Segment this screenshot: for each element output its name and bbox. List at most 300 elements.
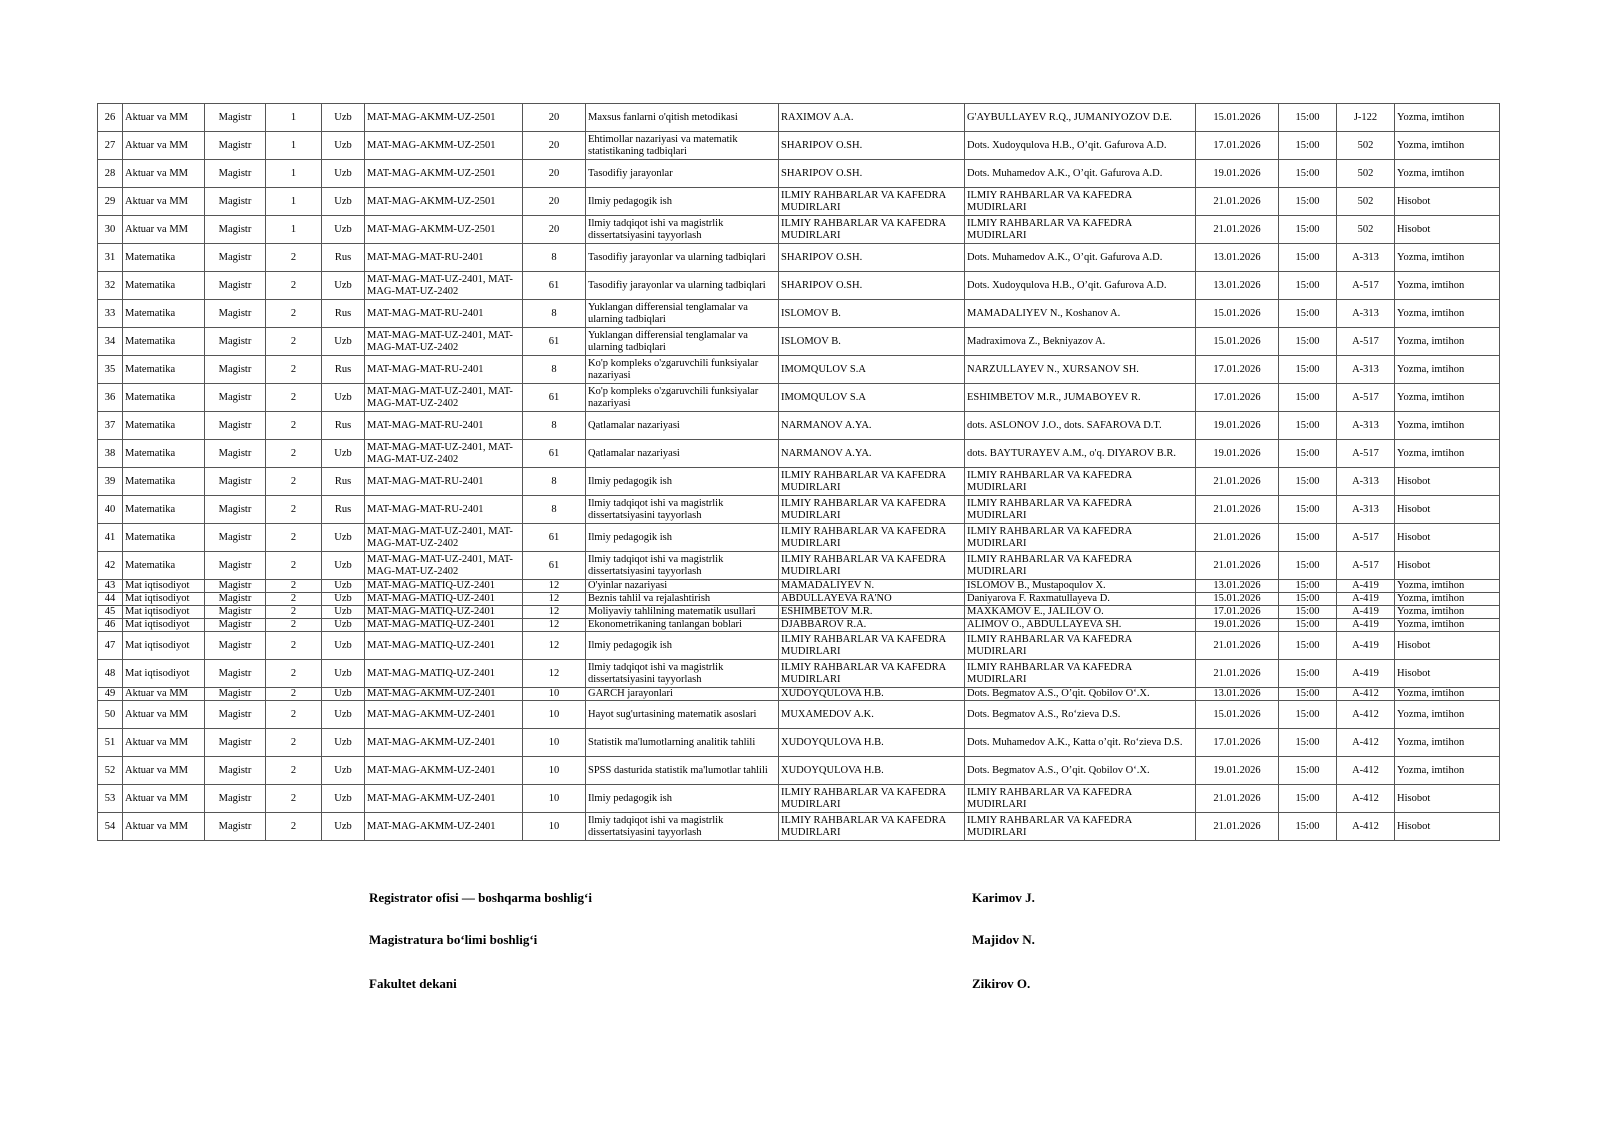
exam-type-cell: Yozma, imtihon [1395, 729, 1500, 757]
table-row [98, 660, 1500, 688]
level-cell: Magistr [205, 729, 266, 757]
table-row [98, 384, 1500, 412]
direction-cell: Aktuar va MM [123, 160, 205, 188]
student-count-cell: 10 [523, 688, 586, 701]
teacher-cell: DJABBAROV R.A. [779, 619, 965, 632]
date-cell: 13.01.2026 [1196, 688, 1279, 701]
level-cell: Magistr [205, 701, 266, 729]
time-cell: 15:00 [1279, 785, 1337, 813]
time-cell: 15:00 [1279, 757, 1337, 785]
date-cell: 15.01.2026 [1196, 593, 1279, 606]
teacher-cell: XUDOYQULOVA H.B. [779, 729, 965, 757]
table-row [98, 593, 1500, 606]
teacher-cell: ISLOMOV B. [779, 328, 965, 356]
course-cell: 2 [266, 729, 322, 757]
room-cell: A-517 [1337, 552, 1395, 580]
teacher-cell: ILMIY RAHBARLAR VA KAFEDRA MUDIRLARI [779, 660, 965, 688]
teacher-cell: XUDOYQULOVA H.B. [779, 757, 965, 785]
course-cell: 1 [266, 188, 322, 216]
language-cell: Uzb [322, 688, 365, 701]
exam-type-cell: Yozma, imtihon [1395, 300, 1500, 328]
group-cell: MAT-MAG-AKMM-UZ-2401 [365, 785, 523, 813]
course-cell: 2 [266, 440, 322, 468]
date-cell: 17.01.2026 [1196, 384, 1279, 412]
time-cell: 15:00 [1279, 272, 1337, 300]
date-cell: 21.01.2026 [1196, 216, 1279, 244]
level-cell: Magistr [205, 104, 266, 132]
room-cell: A-313 [1337, 412, 1395, 440]
examiners-cell: MAXKAMOV E., JALILOV O. [965, 606, 1196, 619]
group-cell: MAT-MAG-AKMM-UZ-2501 [365, 216, 523, 244]
table-row [98, 328, 1500, 356]
table-row [98, 632, 1500, 660]
examiners-cell: ILMIY RAHBARLAR VA KAFEDRA MUDIRLARI [965, 216, 1196, 244]
group-cell: MAT-MAG-MAT-RU-2401 [365, 300, 523, 328]
exam-type-cell: Yozma, imtihon [1395, 440, 1500, 468]
examiners-cell: G'AYBULLAYEV R.Q., JUMANIYOZOV D.E. [965, 104, 1196, 132]
student-count-cell: 12 [523, 660, 586, 688]
examiners-cell: Dots. Xudoyqulova H.B., O’qit. Gafurova A.D. [965, 272, 1196, 300]
date-cell: 21.01.2026 [1196, 468, 1279, 496]
language-cell: Rus [322, 356, 365, 384]
room-cell: A-412 [1337, 688, 1395, 701]
teacher-cell: ILMIY RAHBARLAR VA KAFEDRA MUDIRLARI [779, 188, 965, 216]
course-cell: 2 [266, 496, 322, 524]
teacher-cell: XUDOYQULOVA H.B. [779, 688, 965, 701]
examiners-cell: NARZULLAYEV N., XURSANOV SH. [965, 356, 1196, 384]
subject-cell: Ilmiy pedagogik ish [586, 632, 779, 660]
date-cell: 17.01.2026 [1196, 356, 1279, 384]
language-cell: Uzb [322, 188, 365, 216]
group-cell: MAT-MAG-MAT-RU-2401 [365, 412, 523, 440]
row-number: 32 [98, 272, 123, 300]
student-count-cell: 12 [523, 606, 586, 619]
language-cell: Uzb [322, 132, 365, 160]
examiners-cell: Dots. Begmatov A.S., Ro‘zieva D.S. [965, 701, 1196, 729]
exam-type-cell: Yozma, imtihon [1395, 272, 1500, 300]
direction-cell: Matematika [123, 300, 205, 328]
language-cell: Rus [322, 300, 365, 328]
direction-cell: Aktuar va MM [123, 188, 205, 216]
time-cell: 15:00 [1279, 688, 1337, 701]
examiners-cell: ILMIY RAHBARLAR VA KAFEDRA MUDIRLARI [965, 813, 1196, 841]
student-count-cell: 8 [523, 412, 586, 440]
group-cell: MAT-MAG-AKMM-UZ-2401 [365, 757, 523, 785]
course-cell: 2 [266, 593, 322, 606]
table-row [98, 524, 1500, 552]
room-cell: A-419 [1337, 606, 1395, 619]
level-cell: Magistr [205, 272, 266, 300]
direction-cell: Aktuar va MM [123, 729, 205, 757]
room-cell: A-412 [1337, 701, 1395, 729]
date-cell: 21.01.2026 [1196, 524, 1279, 552]
group-cell: MAT-MAG-AKMM-UZ-2401 [365, 688, 523, 701]
examiners-cell: ALIMOV O., ABDULLAYEVA SH. [965, 619, 1196, 632]
teacher-cell: RAXIMOV A.A. [779, 104, 965, 132]
direction-cell: Matematika [123, 440, 205, 468]
date-cell: 17.01.2026 [1196, 606, 1279, 619]
table-row [98, 580, 1500, 593]
teacher-cell: NARMANOV A.YA. [779, 440, 965, 468]
exam-type-cell: Yozma, imtihon [1395, 328, 1500, 356]
group-cell: MAT-MAG-MATIQ-UZ-2401 [365, 606, 523, 619]
examiners-cell: Madraximova Z., Bekniyazov A. [965, 328, 1196, 356]
teacher-cell: IMOMQULOV S.A [779, 384, 965, 412]
signature-name-3: Zikirov O. [972, 976, 1031, 991]
level-cell: Magistr [205, 244, 266, 272]
examiners-cell: dots. BAYTURAYEV A.M., o'q. DIYAROV B.R. [965, 440, 1196, 468]
examiners-cell: ILMIY RAHBARLAR VA KAFEDRA MUDIRLARI [965, 632, 1196, 660]
language-cell: Uzb [322, 524, 365, 552]
student-count-cell: 12 [523, 593, 586, 606]
examiners-cell: ILMIY RAHBARLAR VA KAFEDRA MUDIRLARI [965, 524, 1196, 552]
exam-type-cell: Yozma, imtihon [1395, 160, 1500, 188]
examiners-cell: Dots. Begmatov A.S., O’qit. Qobilov O‘.X. [965, 688, 1196, 701]
row-number: 42 [98, 552, 123, 580]
signature-role-3: Fakultet dekani [369, 976, 457, 991]
language-cell: Uzb [322, 272, 365, 300]
exam-type-cell: Yozma, imtihon [1395, 593, 1500, 606]
room-cell: A-313 [1337, 468, 1395, 496]
subject-cell: Maxsus fanlarni o'qitish metodikasi [586, 104, 779, 132]
course-cell: 2 [266, 785, 322, 813]
level-cell: Magistr [205, 412, 266, 440]
student-count-cell: 12 [523, 580, 586, 593]
date-cell: 17.01.2026 [1196, 132, 1279, 160]
direction-cell: Aktuar va MM [123, 785, 205, 813]
student-count-cell: 20 [523, 104, 586, 132]
subject-cell: Ilmiy pedagogik ish [586, 188, 779, 216]
student-count-cell: 20 [523, 216, 586, 244]
examiners-cell: Dots. Muhamedov A.K., O’qit. Gafurova A.D. [965, 160, 1196, 188]
table-row [98, 688, 1500, 701]
language-cell: Uzb [322, 701, 365, 729]
language-cell: Uzb [322, 160, 365, 188]
language-cell: Uzb [322, 580, 365, 593]
exam-type-cell: Hisobot [1395, 660, 1500, 688]
level-cell: Magistr [205, 580, 266, 593]
exam-type-cell: Hisobot [1395, 632, 1500, 660]
subject-cell: Qatlamalar nazariyasi [586, 440, 779, 468]
language-cell: Rus [322, 468, 365, 496]
exam-type-cell: Yozma, imtihon [1395, 606, 1500, 619]
direction-cell: Aktuar va MM [123, 701, 205, 729]
subject-cell: Ko'p kompleks o'zgaruvchili funksiyalar nazariyasi [586, 384, 779, 412]
date-cell: 21.01.2026 [1196, 632, 1279, 660]
row-number: 40 [98, 496, 123, 524]
room-cell: A-313 [1337, 496, 1395, 524]
row-number: 43 [98, 580, 123, 593]
row-number: 37 [98, 412, 123, 440]
group-cell: MAT-MAG-AKMM-UZ-2401 [365, 701, 523, 729]
teacher-cell: ILMIY RAHBARLAR VA KAFEDRA MUDIRLARI [779, 496, 965, 524]
language-cell: Rus [322, 496, 365, 524]
exam-type-cell: Hisobot [1395, 524, 1500, 552]
level-cell: Magistr [205, 300, 266, 328]
subject-cell: Ilmiy tadqiqot ishi va magistrlik dissertatsiyasini tayyorlash [586, 552, 779, 580]
level-cell: Magistr [205, 632, 266, 660]
table-row [98, 300, 1500, 328]
direction-cell: Matematika [123, 524, 205, 552]
course-cell: 2 [266, 272, 322, 300]
language-cell: Uzb [322, 552, 365, 580]
course-cell: 2 [266, 757, 322, 785]
examiners-cell: ILMIY RAHBARLAR VA KAFEDRA MUDIRLARI [965, 496, 1196, 524]
exam-type-cell: Yozma, imtihon [1395, 412, 1500, 440]
group-cell: MAT-MAG-MAT-RU-2401 [365, 244, 523, 272]
teacher-cell: ILMIY RAHBARLAR VA KAFEDRA MUDIRLARI [779, 632, 965, 660]
table-row [98, 468, 1500, 496]
row-number: 52 [98, 757, 123, 785]
course-cell: 2 [266, 552, 322, 580]
teacher-cell: SHARIPOV O.SH. [779, 160, 965, 188]
table-row [98, 496, 1500, 524]
direction-cell: Mat iqtisodiyot [123, 606, 205, 619]
date-cell: 13.01.2026 [1196, 244, 1279, 272]
room-cell: A-419 [1337, 619, 1395, 632]
room-cell: A-412 [1337, 813, 1395, 841]
language-cell: Uzb [322, 757, 365, 785]
course-cell: 2 [266, 412, 322, 440]
time-cell: 15:00 [1279, 328, 1337, 356]
subject-cell: Ko'p kompleks o'zgaruvchili funksiyalar nazariyasi [586, 356, 779, 384]
row-number: 28 [98, 160, 123, 188]
student-count-cell: 8 [523, 496, 586, 524]
language-cell: Uzb [322, 729, 365, 757]
student-count-cell: 10 [523, 813, 586, 841]
table-row [98, 619, 1500, 632]
student-count-cell: 61 [523, 384, 586, 412]
student-count-cell: 8 [523, 300, 586, 328]
signature-name-2: Majidov N. [972, 932, 1035, 947]
student-count-cell: 12 [523, 632, 586, 660]
row-number: 34 [98, 328, 123, 356]
language-cell: Uzb [322, 104, 365, 132]
level-cell: Magistr [205, 606, 266, 619]
date-cell: 19.01.2026 [1196, 160, 1279, 188]
teacher-cell: ILMIY RAHBARLAR VA KAFEDRA MUDIRLARI [779, 813, 965, 841]
examiners-cell: ISLOMOV B., Mustapoqulov X. [965, 580, 1196, 593]
room-cell: 502 [1337, 216, 1395, 244]
examiners-cell: dots. ASLONOV J.O., dots. SAFAROVA D.T. [965, 412, 1196, 440]
subject-cell: Ilmiy tadqiqot ishi va magistrlik dissertatsiyasini tayyorlash [586, 813, 779, 841]
direction-cell: Aktuar va MM [123, 132, 205, 160]
student-count-cell: 20 [523, 188, 586, 216]
student-count-cell: 61 [523, 552, 586, 580]
room-cell: A-313 [1337, 356, 1395, 384]
row-number: 26 [98, 104, 123, 132]
level-cell: Magistr [205, 552, 266, 580]
group-cell: MAT-MAG-AKMM-UZ-2501 [365, 160, 523, 188]
row-number: 50 [98, 701, 123, 729]
examiners-cell: Dots. Muhamedov A.K., Katta o’qit. Ro‘zieva D.S. [965, 729, 1196, 757]
group-cell: MAT-MAG-AKMM-UZ-2501 [365, 132, 523, 160]
group-cell: MAT-MAG-AKMM-UZ-2501 [365, 188, 523, 216]
date-cell: 19.01.2026 [1196, 619, 1279, 632]
time-cell: 15:00 [1279, 356, 1337, 384]
group-cell: MAT-MAG-MATIQ-UZ-2401 [365, 593, 523, 606]
room-cell: 502 [1337, 132, 1395, 160]
group-cell: MAT-MAG-AKMM-UZ-2501 [365, 104, 523, 132]
exam-type-cell: Yozma, imtihon [1395, 384, 1500, 412]
level-cell: Magistr [205, 593, 266, 606]
table-row [98, 132, 1500, 160]
row-number: 45 [98, 606, 123, 619]
level-cell: Magistr [205, 785, 266, 813]
direction-cell: Matematika [123, 552, 205, 580]
table-row [98, 412, 1500, 440]
group-cell: MAT-MAG-MAT-RU-2401 [365, 496, 523, 524]
table-row [98, 244, 1500, 272]
teacher-cell: ABDULLAYEVA RA'NO [779, 593, 965, 606]
direction-cell: Matematika [123, 272, 205, 300]
examiners-cell: MAMADALIYEV N., Koshanov A. [965, 300, 1196, 328]
exam-type-cell: Hisobot [1395, 785, 1500, 813]
time-cell: 15:00 [1279, 660, 1337, 688]
level-cell: Magistr [205, 384, 266, 412]
table-row [98, 104, 1500, 132]
row-number: 35 [98, 356, 123, 384]
examiners-cell: ILMIY RAHBARLAR VA KAFEDRA MUDIRLARI [965, 188, 1196, 216]
teacher-cell: MAMADALIYEV N. [779, 580, 965, 593]
row-number: 30 [98, 216, 123, 244]
date-cell: 21.01.2026 [1196, 660, 1279, 688]
subject-cell: SPSS dasturida statistik ma'lumotlar tahlili [586, 757, 779, 785]
room-cell: 502 [1337, 188, 1395, 216]
room-cell: J-122 [1337, 104, 1395, 132]
student-count-cell: 8 [523, 356, 586, 384]
table-row [98, 188, 1500, 216]
direction-cell: Mat iqtisodiyot [123, 619, 205, 632]
teacher-cell: SHARIPOV O.SH. [779, 272, 965, 300]
examiners-cell: ILMIY RAHBARLAR VA KAFEDRA MUDIRLARI [965, 785, 1196, 813]
date-cell: 17.01.2026 [1196, 729, 1279, 757]
group-cell: MAT-MAG-MAT-UZ-2401, MAT-MAG-MAT-UZ-2402 [365, 384, 523, 412]
teacher-cell: ILMIY RAHBARLAR VA KAFEDRA MUDIRLARI [779, 552, 965, 580]
teacher-cell: MUXAMEDOV A.K. [779, 701, 965, 729]
date-cell: 15.01.2026 [1196, 300, 1279, 328]
course-cell: 2 [266, 384, 322, 412]
subject-cell: Ehtimollar nazariyasi va matematik statistikaning tadbiqlari [586, 132, 779, 160]
group-cell: MAT-MAG-MAT-UZ-2401, MAT-MAG-MAT-UZ-2402 [365, 552, 523, 580]
subject-cell: Qatlamalar nazariyasi [586, 412, 779, 440]
room-cell: A-313 [1337, 300, 1395, 328]
time-cell: 15:00 [1279, 632, 1337, 660]
direction-cell: Matematika [123, 244, 205, 272]
language-cell: Uzb [322, 216, 365, 244]
exam-type-cell: Hisobot [1395, 552, 1500, 580]
subject-cell: GARCH jarayonlari [586, 688, 779, 701]
level-cell: Magistr [205, 328, 266, 356]
table-row [98, 729, 1500, 757]
subject-cell: Tasodifiy jarayonlar va ularning tadbiqlari [586, 244, 779, 272]
language-cell: Uzb [322, 813, 365, 841]
room-cell: A-517 [1337, 524, 1395, 552]
time-cell: 15:00 [1279, 619, 1337, 632]
direction-cell: Mat iqtisodiyot [123, 593, 205, 606]
level-cell: Magistr [205, 356, 266, 384]
signature-role-1: Registrator ofisi — boshqarma boshlig‘i [369, 890, 592, 905]
level-cell: Magistr [205, 660, 266, 688]
subject-cell: Ekonometrikaning tanlangan boblari [586, 619, 779, 632]
time-cell: 15:00 [1279, 593, 1337, 606]
group-cell: MAT-MAG-AKMM-UZ-2401 [365, 813, 523, 841]
course-cell: 2 [266, 580, 322, 593]
examiners-cell: ILMIY RAHBARLAR VA KAFEDRA MUDIRLARI [965, 552, 1196, 580]
date-cell: 21.01.2026 [1196, 813, 1279, 841]
date-cell: 15.01.2026 [1196, 104, 1279, 132]
level-cell: Magistr [205, 524, 266, 552]
time-cell: 15:00 [1279, 813, 1337, 841]
time-cell: 15:00 [1279, 468, 1337, 496]
student-count-cell: 61 [523, 328, 586, 356]
language-cell: Uzb [322, 632, 365, 660]
course-cell: 2 [266, 688, 322, 701]
exam-type-cell: Hisobot [1395, 216, 1500, 244]
exam-type-cell: Yozma, imtihon [1395, 701, 1500, 729]
direction-cell: Aktuar va MM [123, 757, 205, 785]
course-cell: 2 [266, 328, 322, 356]
table-row [98, 440, 1500, 468]
level-cell: Magistr [205, 496, 266, 524]
student-count-cell: 61 [523, 440, 586, 468]
language-cell: Uzb [322, 785, 365, 813]
course-cell: 2 [266, 244, 322, 272]
student-count-cell: 61 [523, 524, 586, 552]
direction-cell: Mat iqtisodiyot [123, 632, 205, 660]
date-cell: 15.01.2026 [1196, 328, 1279, 356]
row-number: 48 [98, 660, 123, 688]
teacher-cell: ILMIY RAHBARLAR VA KAFEDRA MUDIRLARI [779, 524, 965, 552]
course-cell: 2 [266, 524, 322, 552]
room-cell: A-517 [1337, 440, 1395, 468]
student-count-cell: 10 [523, 701, 586, 729]
group-cell: MAT-MAG-MATIQ-UZ-2401 [365, 580, 523, 593]
time-cell: 15:00 [1279, 440, 1337, 468]
teacher-cell: ILMIY RAHBARLAR VA KAFEDRA MUDIRLARI [779, 216, 965, 244]
exam-schedule-table [97, 103, 1500, 841]
table-row [98, 216, 1500, 244]
exam-type-cell: Yozma, imtihon [1395, 104, 1500, 132]
row-number: 31 [98, 244, 123, 272]
group-cell: MAT-MAG-MAT-RU-2401 [365, 468, 523, 496]
course-cell: 2 [266, 300, 322, 328]
language-cell: Uzb [322, 606, 365, 619]
student-count-cell: 20 [523, 132, 586, 160]
row-number: 53 [98, 785, 123, 813]
exam-type-cell: Hisobot [1395, 496, 1500, 524]
row-number: 36 [98, 384, 123, 412]
subject-cell: Ilmiy tadqiqot ishi va magistrlik dissertatsiyasini tayyorlash [586, 496, 779, 524]
room-cell: A-419 [1337, 632, 1395, 660]
row-number: 51 [98, 729, 123, 757]
time-cell: 15:00 [1279, 104, 1337, 132]
room-cell: A-412 [1337, 757, 1395, 785]
student-count-cell: 8 [523, 244, 586, 272]
room-cell: A-419 [1337, 580, 1395, 593]
direction-cell: Matematika [123, 496, 205, 524]
course-cell: 2 [266, 632, 322, 660]
teacher-cell: ILMIY RAHBARLAR VA KAFEDRA MUDIRLARI [779, 785, 965, 813]
language-cell: Uzb [322, 619, 365, 632]
group-cell: MAT-MAG-AKMM-UZ-2401 [365, 729, 523, 757]
level-cell: Magistr [205, 132, 266, 160]
group-cell: MAT-MAG-MATIQ-UZ-2401 [365, 632, 523, 660]
date-cell: 21.01.2026 [1196, 552, 1279, 580]
table-row [98, 606, 1500, 619]
language-cell: Rus [322, 244, 365, 272]
group-cell: MAT-MAG-MATIQ-UZ-2401 [365, 619, 523, 632]
